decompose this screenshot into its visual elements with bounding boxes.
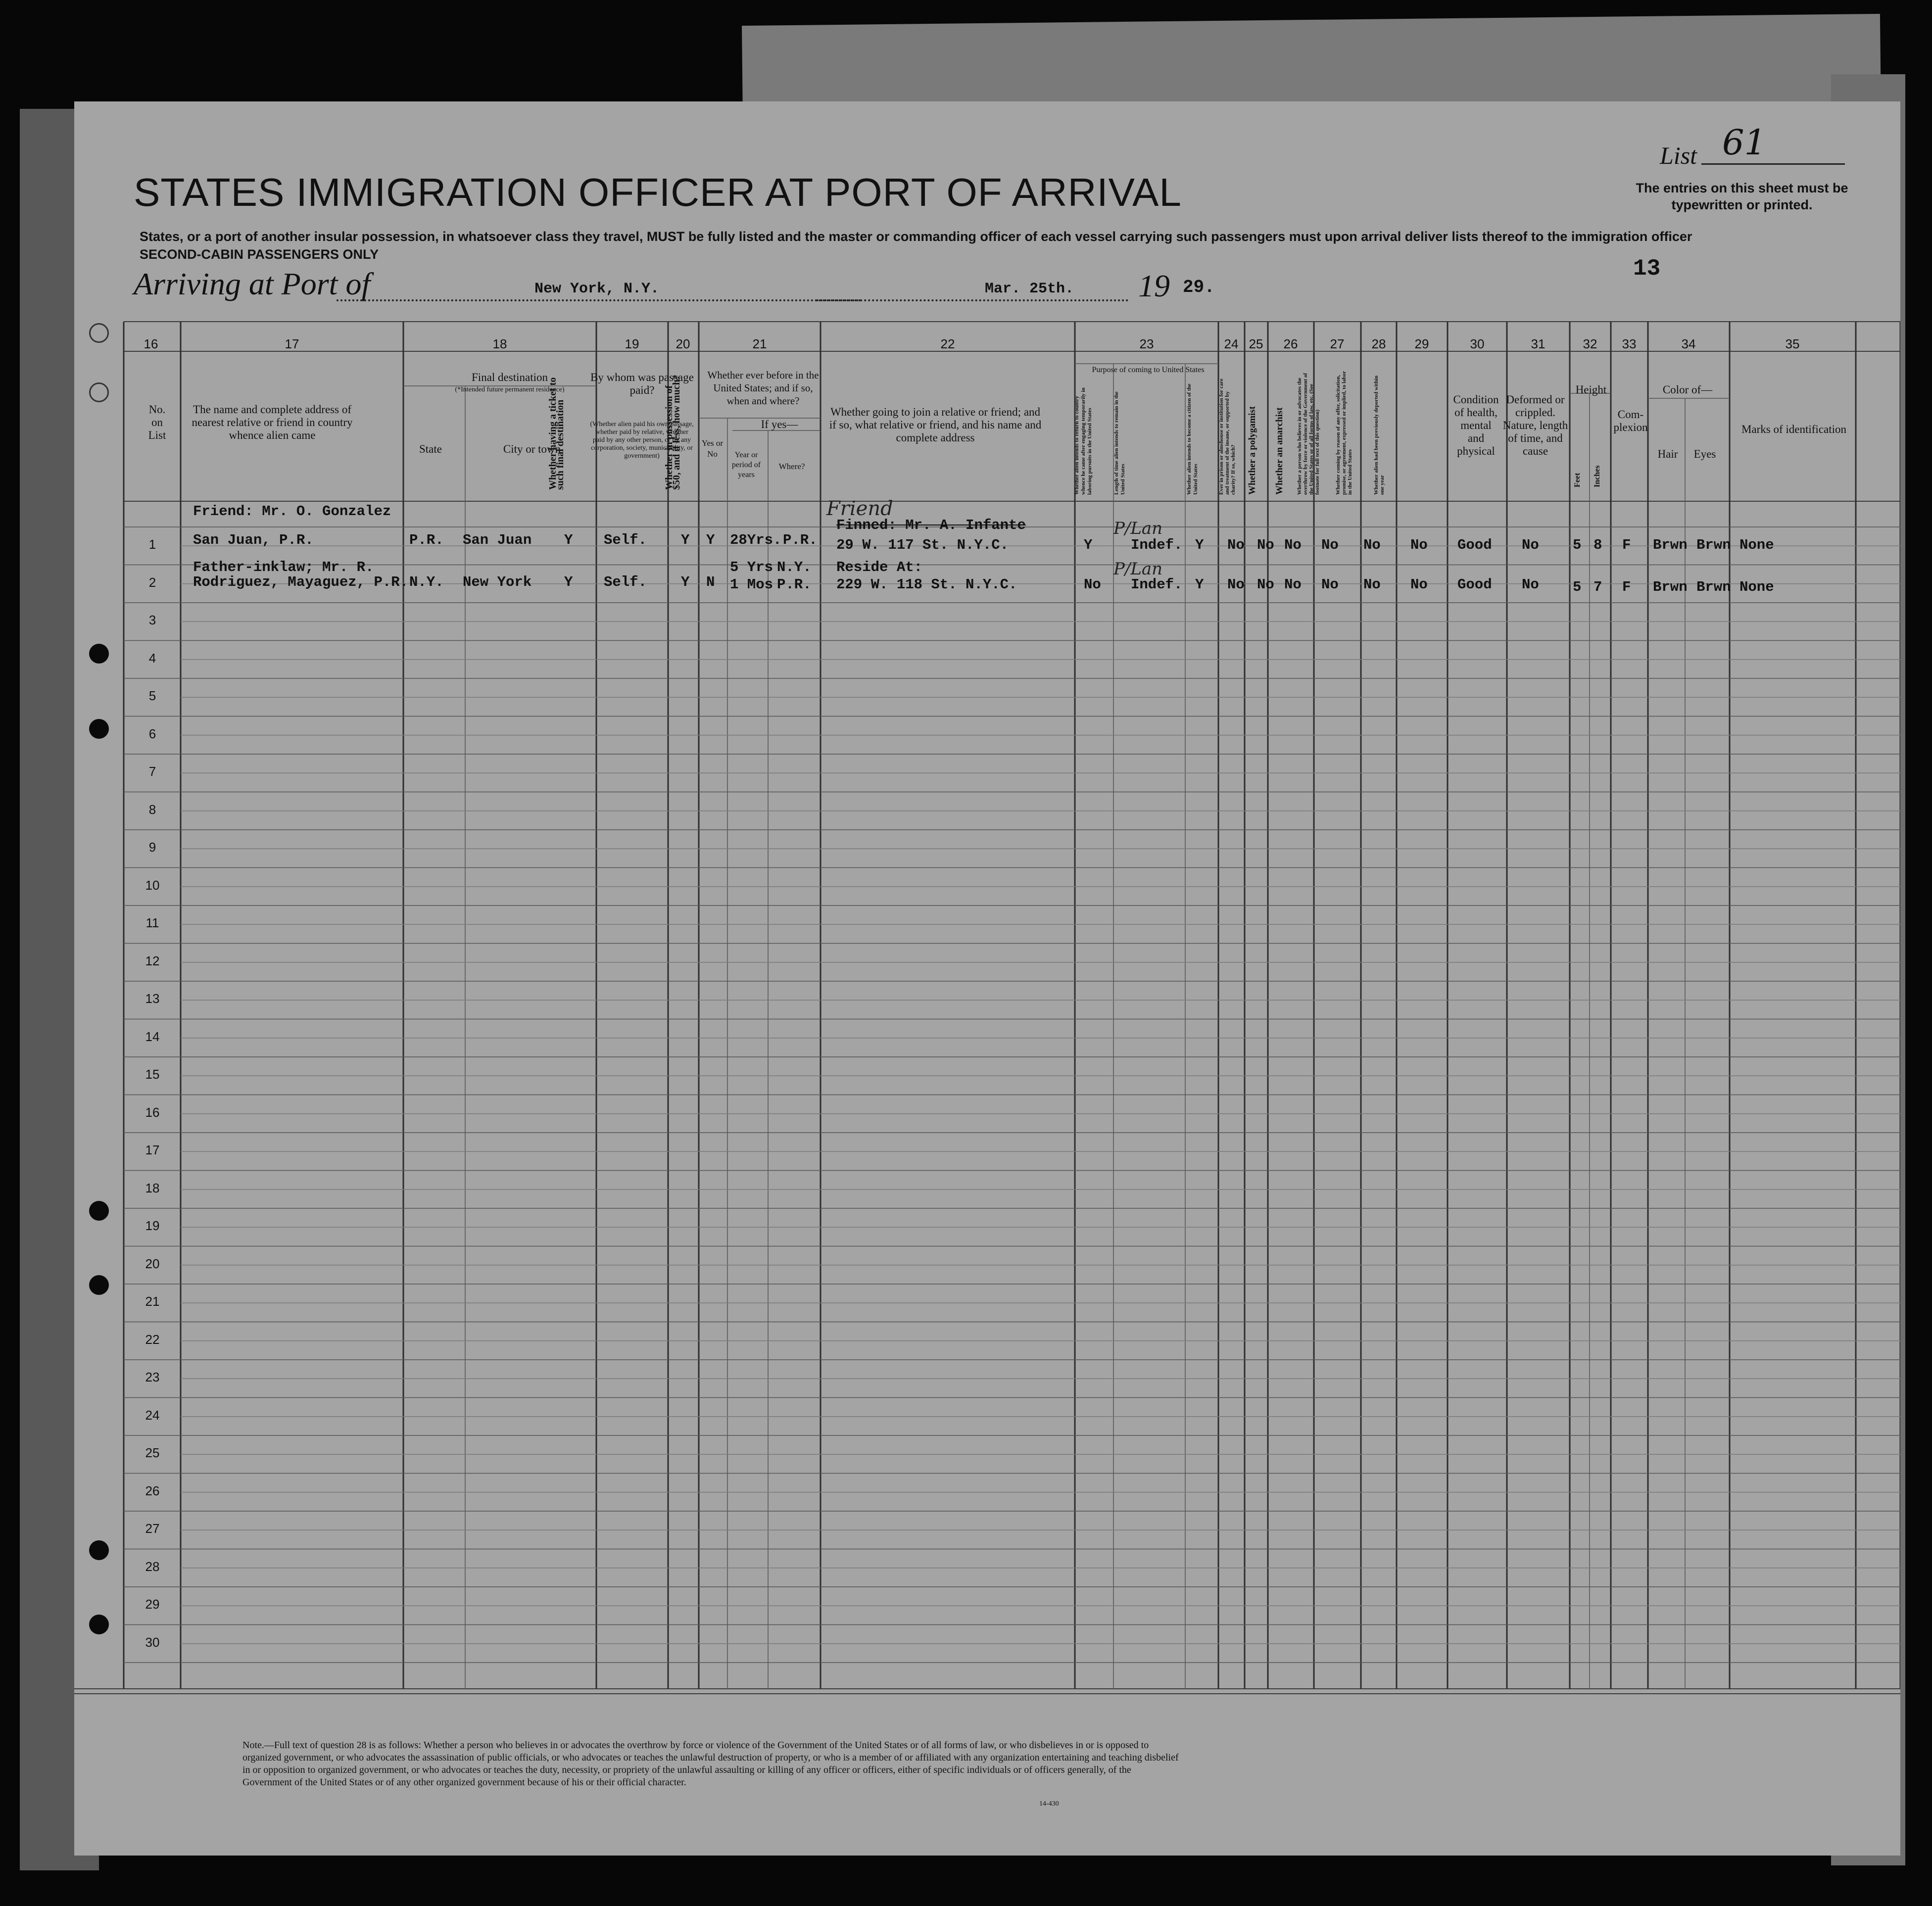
row2-contract: No [1363, 576, 1381, 593]
header-if-yes: If yes— [761, 418, 798, 430]
header-marks: Marks of identification [1741, 423, 1847, 435]
header-prison: Ever in prison or almshouse or institution for care and treatment of the insane, or supported by charity? If so, which? [1218, 379, 1236, 495]
column-number: 32 [1583, 336, 1597, 351]
row-number: 6 [148, 726, 156, 741]
row2-deformed: No [1522, 576, 1539, 593]
header-question-30: Whether alien had been previously deported within one year [1373, 375, 1385, 495]
entries-instruction: The entries on this sheet must be typewritten or printed. [1636, 181, 1848, 212]
header-inches: Inches [1593, 465, 1601, 487]
date-value: Mar. 25th. [985, 281, 1074, 297]
header-polygamist: Whether a polygamist [1247, 406, 1257, 495]
list-label: List [1660, 142, 1697, 169]
column-number: 35 [1785, 336, 1800, 351]
row-number: 4 [148, 650, 156, 666]
row2-deported: No [1410, 576, 1428, 593]
column-number: 26 [1283, 336, 1298, 351]
header-eyes: Eyes [1693, 448, 1716, 460]
row2-anarchist: No [1284, 576, 1302, 593]
row-number: 7 [148, 764, 156, 779]
sheet-number: 13 [1633, 256, 1661, 282]
row-number: 13 [145, 991, 160, 1006]
column-number: 21 [752, 336, 767, 351]
header-before-us: Whether ever before in the United States; and if so, when and where? [707, 369, 819, 407]
row-number: 11 [145, 915, 159, 930]
row-number: 27 [145, 1521, 160, 1536]
row-number: 15 [145, 1067, 160, 1082]
row1-relative-line1: Friend: Mr. O. Gonzalez [193, 503, 391, 520]
row2-before: N [706, 574, 715, 590]
row2-where: N.Y. [777, 559, 812, 575]
form-title: STATES IMMIGRATION OFFICER AT PORT OF ARRIVAL [134, 170, 1182, 214]
row1-complexion: F [1622, 537, 1631, 553]
row1-length: Indef. [1131, 537, 1183, 553]
row2-where-2: P.R. [777, 576, 812, 593]
header-final-destination-note: (*Intended future permanent residence) [455, 386, 565, 393]
column-number: 29 [1414, 336, 1429, 351]
column-number: 20 [676, 336, 690, 351]
row-number: 17 [145, 1143, 160, 1157]
row2-period-2: 1 Mos [730, 576, 773, 593]
row1-deported: No [1410, 537, 1428, 553]
row1-join-line2: 29 W. 117 St. N.Y.C. [836, 537, 1009, 553]
header-city: City or town [503, 443, 561, 455]
row-number: 9 [148, 840, 156, 855]
row2-overthrow: No [1321, 576, 1339, 593]
header-purpose: Purpose of coming to United States [1092, 366, 1205, 374]
row-number: 12 [145, 953, 160, 968]
row1-feet: 5 [1573, 537, 1582, 553]
row1-eyes: Brwn [1696, 537, 1731, 553]
row-number: 19 [145, 1218, 160, 1233]
year-suffix: 29. [1183, 277, 1215, 297]
header-question-29: Whether coming by reason of any offer, solicitation, promise, or agreement, expressed or implied, to labor in the United States [1335, 371, 1353, 495]
header-yes-no: Yes or No [701, 438, 724, 459]
column-number: 33 [1622, 336, 1637, 351]
row1-anarchist: No [1284, 537, 1302, 553]
row-number: 8 [148, 802, 156, 817]
column-number: 22 [940, 336, 955, 351]
footnote-question-28: Note.—Full text of question 28 is as follows: Whether a person who believes in or advocates the overthrow by force or violence of the Government of the United States or of all forms of law, or who disbelieves in or is opposed to organized government, or who advocates the assassination of public officials, or who advocates or teaches the unlawful destruction of property, or who is a member of or affiliated with any organization entertaining and teaching disbelief in or opposition to organized government, or who advocates or teaches the duty, necessity, or propriety of the unlawful assaulting or killing of any officer or officers, either of specific individuals or of officers generally, of the Government of the United States or of any other organized government because of his or their official character. [242, 1740, 1179, 1788]
port-value: New York, N.Y. [534, 281, 660, 297]
row-number: 25 [145, 1445, 160, 1460]
row2-length-annotation: P/Lan [1113, 559, 1163, 579]
row1-health: Good [1457, 537, 1492, 553]
row1-prison: No [1227, 537, 1245, 553]
row2-state: N.Y. [409, 574, 444, 590]
header-health: Condition of health, mental and physical [1453, 393, 1499, 457]
row-number: 2 [148, 574, 156, 590]
row1-citizen: Y [1195, 537, 1204, 553]
header-year-period: Year or period of years [731, 451, 761, 479]
row-number: 22 [145, 1332, 160, 1347]
column-number: 34 [1681, 336, 1696, 351]
row2-feet: 5 [1573, 579, 1582, 595]
row1-city: San Juan [463, 532, 532, 548]
row2-return: No [1084, 576, 1101, 593]
row1-paid-by: Self. [604, 532, 647, 548]
row1-return: Y [1084, 537, 1093, 553]
row1-before: Y [706, 532, 715, 548]
row1-inches: 8 [1594, 537, 1602, 553]
form-number: 14-430 [1039, 1800, 1059, 1808]
column-number: 18 [492, 336, 507, 351]
header-joining: Whether going to join a relative or friend; and if so, what relative or friend, and his name and complete address [829, 406, 1042, 444]
table-grid [74, 101, 1900, 1856]
form-subtitle: States, or a port of another insular possession, in whatsoever class they travel, MUST be fully listed and the master or commanding officer of each vessel carrying such passengers must upon arrival deliver lists thereof to the immigration officer [140, 229, 1692, 244]
row1-join-correction: Friend [826, 497, 893, 520]
row1-where: P.R. [783, 532, 818, 548]
row2-inches: 7 [1594, 579, 1602, 595]
row1-marks: None [1739, 537, 1774, 553]
manifest-sheet [74, 101, 1900, 1856]
column-number: 28 [1371, 336, 1386, 351]
row-number: 21 [145, 1294, 160, 1309]
header-where: Where? [778, 462, 805, 471]
header-height: Height [1575, 383, 1607, 396]
header-purpose-length: Length of time alien intends to remain in the United States [1113, 391, 1126, 495]
row2-paid-by: Self. [604, 574, 647, 590]
header-deformed: Deformed or crippled. Nature, length of time, and cause [1502, 393, 1568, 457]
row-number: 29 [145, 1597, 160, 1612]
row2-health: Good [1457, 576, 1492, 593]
row2-money: Y [681, 574, 690, 590]
row-number: 3 [148, 613, 156, 627]
list-number: 61 [1722, 122, 1767, 163]
row-number: 16 [145, 1104, 160, 1120]
column-number: 30 [1470, 336, 1485, 351]
header-color-of: Color of— [1662, 383, 1713, 396]
row1-overthrow: No [1321, 537, 1339, 553]
column-number: 31 [1531, 336, 1546, 351]
row1-ticket: Y [564, 532, 573, 548]
header-relative-abroad: The name and complete address of nearest relative or friend in country whence alien came [192, 403, 353, 441]
header-final-destination: Final destination [472, 371, 548, 383]
row1-relative-line2: San Juan, P.R. [193, 532, 314, 548]
row-number: 28 [145, 1559, 160, 1574]
row-number: 26 [145, 1483, 160, 1498]
header-by-whom-note: (Whether alien paid his own passage, whether paid by relative, whether paid by any other person, or by any corporation, society, municipality, or government) [590, 421, 694, 460]
row1-contract: No [1363, 537, 1381, 553]
row-number: 5 [148, 688, 156, 703]
row1-join-line1: Finned: Mr. A. Infante [836, 517, 1026, 533]
header-no-on-list: No. on List [148, 403, 166, 441]
row-number: 1 [148, 537, 156, 552]
row2-period: 5 Yrs [730, 559, 773, 575]
header-complexion: Com- plexion [1613, 408, 1648, 433]
header-question-28: Whether a person who believes in or advocates the overthrow by force or violence of the Government of the United States or of all forms of law, etc. (See footnote for full text of this question) [1297, 373, 1320, 495]
row1-hair: Brwn [1653, 537, 1688, 553]
row2-eyes: Brwn [1696, 579, 1731, 595]
row2-marks: None [1739, 579, 1774, 595]
row2-relative-line1: Father-inklaw; Mr. R. [193, 559, 374, 575]
row-number: 10 [145, 877, 160, 893]
row2-join-line1: Reside At: [836, 559, 923, 575]
row2-join-line2: 229 W. 118 St. N.Y.C. [836, 576, 1017, 593]
row2-citizen: Y [1195, 576, 1204, 593]
row1-deformed: No [1522, 537, 1539, 553]
arriving-label: Arriving at Port of [134, 266, 371, 301]
header-purpose-return: Whether alien intends to return to country whence he came after engaging temporarily in laboring pursuits in the United States [1074, 387, 1093, 495]
row-number: 24 [145, 1407, 160, 1423]
row-number: 14 [145, 1029, 160, 1044]
row2-relative-line2: Rodriguez, Mayaguez, P.R. [193, 574, 409, 590]
header-state: State [419, 443, 442, 455]
column-number: 17 [285, 336, 299, 351]
row-number: 20 [145, 1256, 160, 1271]
row2-complexion: F [1622, 579, 1631, 595]
passenger-class-note: SECOND-CABIN PASSENGERS ONLY [140, 247, 379, 262]
column-number: 19 [625, 336, 639, 351]
header-anarchist: Whether an anarchist [1274, 407, 1285, 495]
row2-city: New York [463, 574, 532, 590]
header-by-whom: By whom was passage paid? [590, 371, 694, 396]
row1-money: Y [681, 532, 690, 548]
header-ticket: Whether having a ticket to such final destination [547, 377, 566, 490]
column-number: 16 [144, 336, 158, 351]
row2-ticket: Y [564, 574, 573, 590]
row-number: 30 [145, 1634, 160, 1650]
header-hair: Hair [1657, 448, 1678, 460]
row2-length: Indef. [1131, 576, 1183, 593]
column-number: 24 [1224, 336, 1239, 351]
row-number: 18 [145, 1180, 160, 1195]
year-prefix: 19 [1138, 268, 1170, 303]
column-number: 23 [1139, 336, 1154, 351]
row2-polygamist: No [1257, 576, 1274, 593]
row1-polygamist: No [1257, 537, 1274, 553]
header-purpose-citizen: Whether alien intends to become a citizen of the United States [1186, 383, 1199, 495]
row1-period: 28Yrs. [730, 532, 782, 548]
row1-length-annotation: P/Lan [1113, 519, 1163, 538]
row2-prison: No [1227, 576, 1245, 593]
row1-state: P.R. [409, 532, 444, 548]
header-feet: Feet [1573, 473, 1582, 487]
column-number: 25 [1249, 336, 1263, 351]
column-number: 27 [1330, 336, 1345, 351]
row2-hair: Brwn [1653, 579, 1688, 595]
header-money: Whether in possession of $50, and if less, how much? [664, 375, 682, 490]
row-number: 23 [145, 1370, 160, 1384]
